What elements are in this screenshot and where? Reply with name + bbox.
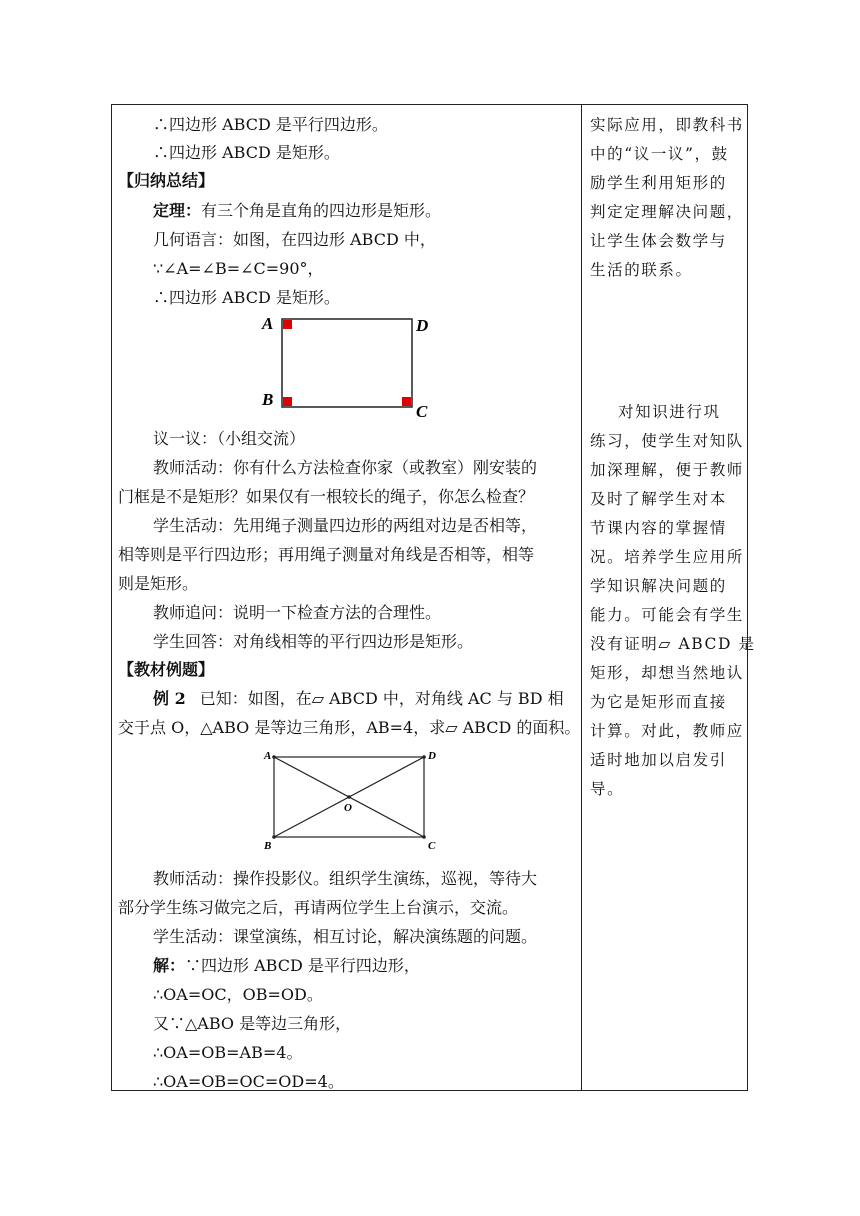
point-b (272, 835, 276, 839)
example-text: 已知：如图，在▱ ABCD 中，对角线 AC 与 BD 相 (199, 689, 564, 708)
vertex-label-c: C (416, 402, 428, 421)
note-line: 励学生利用矩形的 (590, 174, 727, 192)
vertex-label-d: D (416, 316, 429, 335)
text-line: 学生回答：对角线相等的平行四边形是矩形。 (153, 632, 474, 651)
center-label-o: O (344, 802, 352, 814)
text-line: ∴四边形 ABCD 是平行四边形。 (153, 115, 388, 134)
text-line: 相等则是平行四边形；再用绳子测量对角线是否相等，相等 (118, 545, 535, 564)
note-line: 矩形，却想当然地认 (590, 664, 744, 682)
text-line: 几何语言：如图，在四边形 ABCD 中， (153, 230, 436, 249)
note-line: 判定定理解决问题， (590, 203, 744, 221)
text-line: 门框是不是矩形？如果仅有一根较长的绳子，你怎么检查？ (118, 487, 535, 506)
diagonal-rectangle-figure (262, 745, 442, 857)
note-line: 实际应用，即教科书 (590, 116, 744, 134)
text-line: 教师活动：操作投影仪。组织学生演练，巡视，等待大 (153, 869, 538, 888)
right-angle-marker-b (283, 397, 292, 406)
point-o (347, 795, 351, 799)
text-line: 交于点 O，△ABO 是等边三角形，AB=4，求▱ ABCD 的面积。 (118, 718, 581, 737)
text-line: 则是矩形。 (118, 574, 199, 593)
vertex-label-d: D (428, 750, 436, 762)
section-heading-example: 【教材例题】 (118, 660, 215, 679)
note-line: 适时地加以启发引 (590, 751, 727, 769)
solution-text: ∵四边形 ABCD 是平行四边形， (185, 956, 420, 975)
vertex-label-b: B (264, 840, 272, 852)
text-line: 学生活动：课堂演练，相互讨论，解决演练题的问题。 (153, 927, 538, 946)
note-line: 况。培养学生应用所 (590, 548, 744, 566)
column-divider (581, 105, 582, 1090)
text-line: 议一议：（小组交流） (153, 429, 306, 448)
note-line: 能力。可能会有学生 (590, 606, 744, 624)
theorem-line (153, 201, 441, 221)
solution-line (153, 956, 420, 976)
note-line: 生活的联系。 (590, 261, 693, 279)
text-line: ∴OA=OB=AB=4。 (153, 1043, 303, 1062)
note-line: 中的“议一议”，鼓 (590, 145, 729, 163)
text-line: 教师追问：说明一下检查方法的合理性。 (153, 603, 442, 622)
note-line: 练习，使学生对知队 (590, 432, 744, 450)
vertex-label-c: C (428, 840, 436, 852)
text-line: ∵∠A=∠B=∠C=90°， (153, 259, 324, 278)
vertex-label-a: A (262, 314, 274, 333)
note-line: 学知识解决问题的 (590, 577, 727, 595)
note-line: 为它是矩形而直接 (590, 693, 727, 711)
right-angle-marker-a (283, 320, 292, 329)
note-line: 及时了解学生对本 (590, 490, 727, 508)
text-line: 部分学生练习做完之后，再请两位学生上台演示，交流。 (118, 898, 519, 917)
text-line: ∴四边形 ABCD 是矩形。 (153, 143, 340, 162)
text-line: 又∵△ABO 是等边三角形， (153, 1014, 352, 1033)
note-line: 计算。对此，教师应 (590, 722, 744, 740)
point-c (422, 835, 426, 839)
theorem-label: 定理： (153, 201, 202, 220)
note-line: 节课内容的掌握情 (590, 519, 727, 537)
rectangle-shape (282, 319, 412, 407)
text-line: ∴OA=OB=OC=OD=4。 (153, 1072, 344, 1091)
section-heading-summary: 【归纳总结】 (118, 171, 215, 190)
theorem-text: 有三个角是直角的四边形是矩形。 (201, 201, 442, 220)
solution-label: 解： (153, 956, 186, 975)
point-d (422, 755, 426, 759)
text-line: 学生活动：先用绳子测量四边形的两组对边是否相等， (153, 516, 538, 535)
vertex-label-b: B (262, 390, 274, 409)
note-line: 加深理解，便于教师 (590, 461, 744, 479)
note-line: 没有证明▱ ABCD 是 (590, 635, 756, 653)
note-line: 对知识进行巩 (618, 403, 721, 421)
lesson-table (111, 104, 756, 1091)
text-line: 教师活动：你有什么方法检查你家（或教室）刚安装的 (153, 458, 538, 477)
example-label: 例 2 (153, 689, 186, 708)
example-line (153, 689, 564, 709)
right-angle-marker-c (402, 397, 411, 406)
text-line: ∴四边形 ABCD 是矩形。 (153, 288, 340, 307)
rectangle-figure (252, 311, 429, 421)
vertex-label-a: A (264, 750, 272, 762)
point-a (272, 755, 276, 759)
note-line: 让学生体会数学与 (590, 232, 727, 250)
text-line: ∴OA=OC，OB=OD。 (153, 985, 323, 1004)
note-line: 导。 (590, 780, 625, 798)
